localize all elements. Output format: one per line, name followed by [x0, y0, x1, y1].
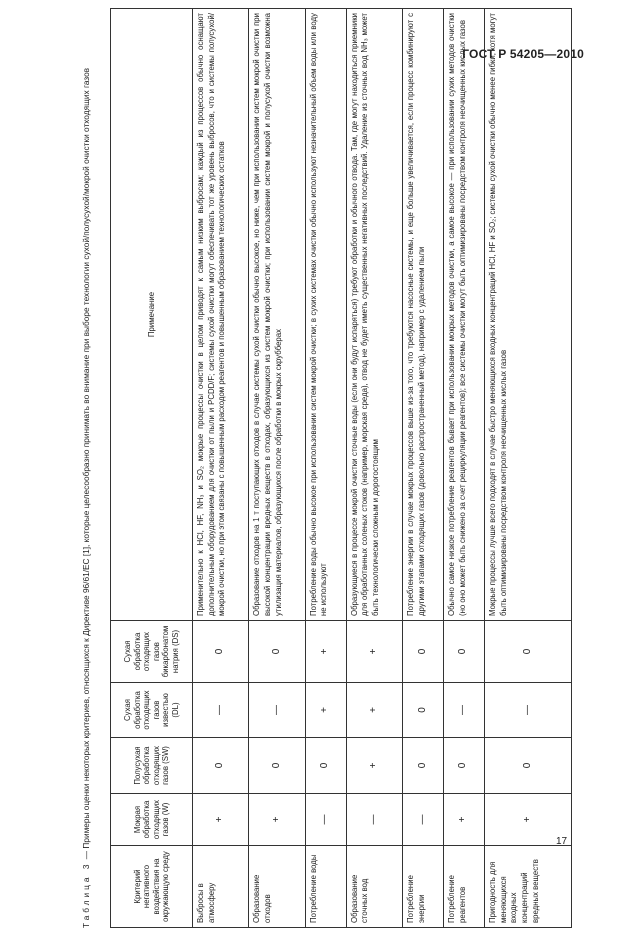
table-row	[484, 9, 571, 928]
dry-lime-rating: +	[305, 683, 346, 738]
header-criterion: Критерий негативного воздействия на окружающую среду	[111, 846, 193, 928]
note-cell: Обычно самое низкое потребление реагентов бывает при использовании мокрых методов очистки, а самое высокое — при использовании сухих методов очистки (но оно может быть снижено за счет рециркуляции реагентов); все системы очистки могут быть оптимизированы посредством контроля неочищенных кислых газов	[443, 9, 484, 621]
table-row	[346, 9, 402, 928]
criterion-cell: Выбросы в атмосферу	[193, 846, 249, 928]
dry-lime-rating: 0	[402, 683, 443, 738]
dry-lime-rating: —	[484, 683, 571, 738]
semi-dry-rating: 0	[193, 738, 249, 794]
wet-rating: —	[305, 794, 346, 846]
criterion-cell: Потребление энергии	[402, 846, 443, 928]
criterion-cell: Потребление реагентов	[443, 846, 484, 928]
wet-rating: —	[346, 794, 402, 846]
table-caption	[80, 8, 92, 928]
note-cell: Потребление воды обычно высокое при использовании систем мокрой очистки; в сухих системах очистки обычно используют незначительный объем воды или воду не используют	[305, 9, 346, 621]
header-note: Примечание	[111, 9, 193, 621]
dry-lime-rating: —	[249, 683, 305, 738]
header-wet: Мокрая обработка отходящих газов (W)	[111, 794, 193, 846]
note-cell: Применительно к HCl, HF, NH₃ и SO₂ мокрые процессы очистки в целом приводят к самым низким выбросам; каждый из процессов обычно оснащают дополнительным оборудованием для очистки от пыли и PCDD/F; системы сухой очистки могут обеспечивать тот же уровень выбросов, что и системы полусухой/мокрой очистки, но при этом связаны с повышенным расходом реагентов и повышенным образованием технологических остатков	[193, 9, 249, 621]
dry-lime-rating: —	[443, 683, 484, 738]
note-cell: Образование отходов на 1 т поступающих отходов в случае системы сухой очистки обычно высокое, но ниже, чем при использовании систем мокрой очистки при высокой концентрации вредных веществ в отходах, образующихся из систем мокрой очистки; при использовании систем мокрой и полусухой очистки возможна утилизация материалов, образующихся после обработки в мокрых скрубберах	[249, 9, 305, 621]
criteria-table	[110, 8, 572, 928]
table-row	[443, 9, 484, 928]
wet-rating: —	[402, 794, 443, 846]
header-dry-bicarbonate: Сухая обработка отходящих газов бикарбонатом натрия (DS)	[111, 621, 193, 683]
criterion-cell: Образование отходов	[249, 846, 305, 928]
table-row	[193, 9, 249, 928]
note-cell: Мокрые процессы лучше всего подходят в случае быстро меняющихся входных концентраций HCl, HF и SO₂; системы сухой очистки обычно менее гибки, хотя могут быть оптимизированы посредством контроля неочищенных кислых газов	[484, 9, 571, 621]
table-caption-text: — Примеры оценки некоторых критериев, относящихся к Директиве 96/61/ЕС [1], которые целесообразно принимать во внимание при выборе технологии сухой/полусухой/мокрой очистки отходящих газов	[81, 67, 91, 862]
wet-rating: +	[443, 794, 484, 846]
semi-dry-rating: +	[346, 738, 402, 794]
criterion-cell: Пригодность для меняющихся входных концентраций вредных веществ	[484, 846, 571, 928]
table-header-row	[111, 9, 193, 928]
table-row	[402, 9, 443, 928]
header-semi-dry: Полусухая обработка отходящих газов (SW)	[111, 738, 193, 794]
table-caption-label: Таблица 3	[81, 861, 91, 928]
semi-dry-rating: 0	[443, 738, 484, 794]
criterion-cell: Потребление воды	[305, 846, 346, 928]
wet-rating: +	[249, 794, 305, 846]
wet-rating: +	[484, 794, 571, 846]
wet-rating: +	[193, 794, 249, 846]
semi-dry-rating: 0	[305, 738, 346, 794]
dry-bicarbonate-rating: 0	[402, 621, 443, 683]
table-row	[249, 9, 305, 928]
note-cell: Образующиеся в процессе мокрой очистки сточные воды (если они будут испаряться) требуют обработки и обычного отвода. Там, где могут находиться приемники для обработанных соленых стоков (например, морская среда), отвод не будет иметь существенных негативных последствий. Удаление из сточных вод NH₃ может быть технологически сложным и дорогостоящим	[346, 9, 402, 621]
table-row	[305, 9, 346, 928]
dry-lime-rating: —	[193, 683, 249, 738]
semi-dry-rating: 0	[249, 738, 305, 794]
dry-bicarbonate-rating: 0	[484, 621, 571, 683]
header-dry-lime: Сухая обработка отходящих газов известью (DL)	[111, 683, 193, 738]
dry-bicarbonate-rating: +	[305, 621, 346, 683]
dry-bicarbonate-rating: +	[346, 621, 402, 683]
dry-bicarbonate-rating: 0	[249, 621, 305, 683]
criterion-cell: Образование сточных вод	[346, 846, 402, 928]
rotated-table-block	[80, 8, 580, 928]
dry-lime-rating: +	[346, 683, 402, 738]
dry-bicarbonate-rating: 0	[193, 621, 249, 683]
page-number: 17	[556, 836, 568, 847]
document-header: ГОСТ Р 54205—2010	[462, 47, 584, 61]
semi-dry-rating: 0	[484, 738, 571, 794]
dry-bicarbonate-rating: 0	[443, 621, 484, 683]
note-cell: Потребление энергии в случае мокрых процессов выше из-за того, что требуются насосные системы, и еще больше увеличивается, если процесс комбинируют с другими этапами отходящих газов (довольно распространенный метод), например с удалением пыли	[402, 9, 443, 621]
semi-dry-rating: 0	[402, 738, 443, 794]
